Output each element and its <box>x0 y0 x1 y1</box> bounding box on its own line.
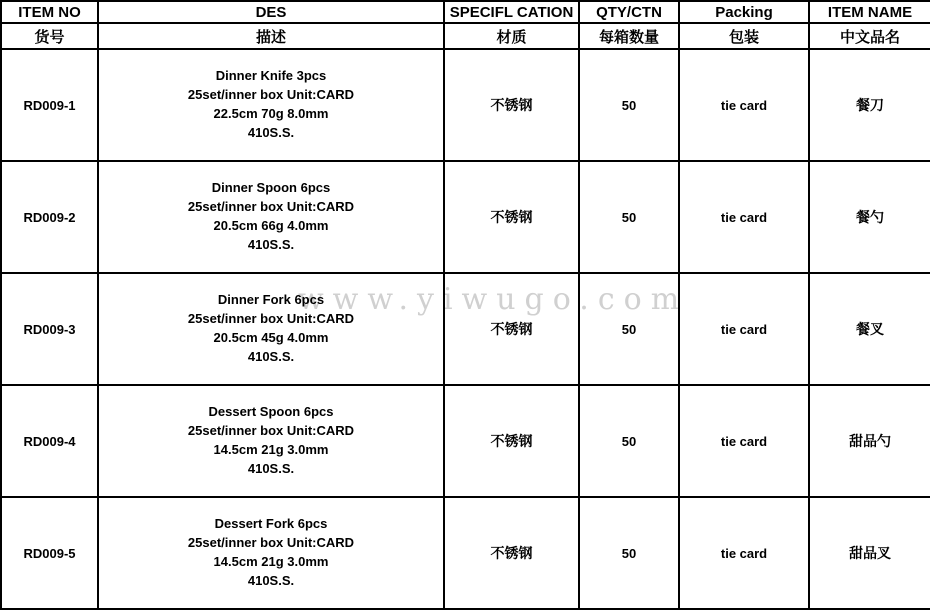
header-row-english <box>1 1 930 23</box>
description-cell <box>98 385 444 497</box>
description-line: 410S.S. <box>247 572 295 588</box>
description-line: 25set/inner box Unit:CARD <box>187 535 355 551</box>
description-line: Dessert Spoon 6pcs <box>208 404 334 420</box>
qty-per-carton-cell: 50 <box>579 385 679 497</box>
column-header-packing-en: Packing <box>679 1 809 23</box>
column-header-item-no-zh: 货号 <box>1 23 98 49</box>
description-cell <box>98 273 444 385</box>
qty-per-carton-cell: 50 <box>579 161 679 273</box>
table-header <box>1 1 930 49</box>
description-line: 25set/inner box Unit:CARD <box>187 423 355 439</box>
column-header-item-name-en: ITEM NAME <box>809 1 930 23</box>
item-no-cell: RD009-1 <box>1 49 98 161</box>
item-no-cell: RD009-4 <box>1 385 98 497</box>
item-no-cell: RD009-3 <box>1 273 98 385</box>
item-name-cell: 甜品勺 <box>809 385 930 497</box>
table-row <box>1 49 930 161</box>
item-name-cell: 餐叉 <box>809 273 930 385</box>
item-name-cell: 餐勺 <box>809 161 930 273</box>
description-line: 14.5cm 21g 3.0mm <box>213 554 329 569</box>
description-line: Dessert Fork 6pcs <box>214 516 328 532</box>
packing-cell: tie card <box>679 497 809 609</box>
column-header-qty-ctn-zh: 每箱数量 <box>579 23 679 49</box>
description-line: Dinner Knife 3pcs <box>215 68 327 84</box>
description-line: 410S.S. <box>247 348 295 364</box>
specification-cell: 不锈钢 <box>444 497 579 609</box>
description-line: 22.5cm 70g 8.0mm <box>213 106 329 121</box>
description-line: 25set/inner box Unit:CARD <box>187 87 355 103</box>
column-header-des-en: DES <box>98 1 444 23</box>
packing-cell: tie card <box>679 273 809 385</box>
table-row <box>1 273 930 385</box>
description-cell <box>98 161 444 273</box>
specification-cell: 不锈钢 <box>444 385 579 497</box>
description-line: 25set/inner box Unit:CARD <box>187 311 355 327</box>
column-header-item-name-zh: 中文品名 <box>809 23 930 49</box>
packing-cell: tie card <box>679 161 809 273</box>
description-cell <box>98 49 444 161</box>
column-header-specification-zh: 材质 <box>444 23 579 49</box>
description-line: 410S.S. <box>247 460 295 476</box>
item-no-cell: RD009-5 <box>1 497 98 609</box>
description-line: 20.5cm 45g 4.0mm <box>213 330 329 345</box>
description-line: Dinner Spoon 6pcs <box>211 180 331 196</box>
column-header-packing-zh: 包装 <box>679 23 809 49</box>
packing-cell: tie card <box>679 49 809 161</box>
header-row-chinese <box>1 23 930 49</box>
description-cell <box>98 497 444 609</box>
column-header-item-no-en: ITEM NO <box>1 1 98 23</box>
qty-per-carton-cell: 50 <box>579 497 679 609</box>
column-header-des-zh: 描述 <box>98 23 444 49</box>
description-line: 410S.S. <box>247 236 295 252</box>
table-row <box>1 161 930 273</box>
qty-per-carton-cell: 50 <box>579 49 679 161</box>
column-header-specification-en: SPECIFL CATION <box>444 1 579 23</box>
item-no-cell: RD009-2 <box>1 161 98 273</box>
specification-cell: 不锈钢 <box>444 273 579 385</box>
description-line: 14.5cm 21g 3.0mm <box>213 442 329 457</box>
specification-cell: 不锈钢 <box>444 49 579 161</box>
specification-cell: 不锈钢 <box>444 161 579 273</box>
watermark-text: www.yiwugo.com <box>298 282 689 317</box>
description-line: 20.5cm 66g 4.0mm <box>213 218 329 233</box>
table-row <box>1 497 930 609</box>
description-line: 410S.S. <box>247 124 295 140</box>
qty-per-carton-cell: 50 <box>579 273 679 385</box>
packing-cell: tie card <box>679 385 809 497</box>
item-name-cell: 甜品叉 <box>809 497 930 609</box>
table-body <box>1 49 930 609</box>
column-header-qty-ctn-en: QTY/CTN <box>579 1 679 23</box>
description-line: 25set/inner box Unit:CARD <box>187 199 355 215</box>
table-row <box>1 385 930 497</box>
description-line: Dinner Fork 6pcs <box>217 292 325 308</box>
item-name-cell: 餐刀 <box>809 49 930 161</box>
